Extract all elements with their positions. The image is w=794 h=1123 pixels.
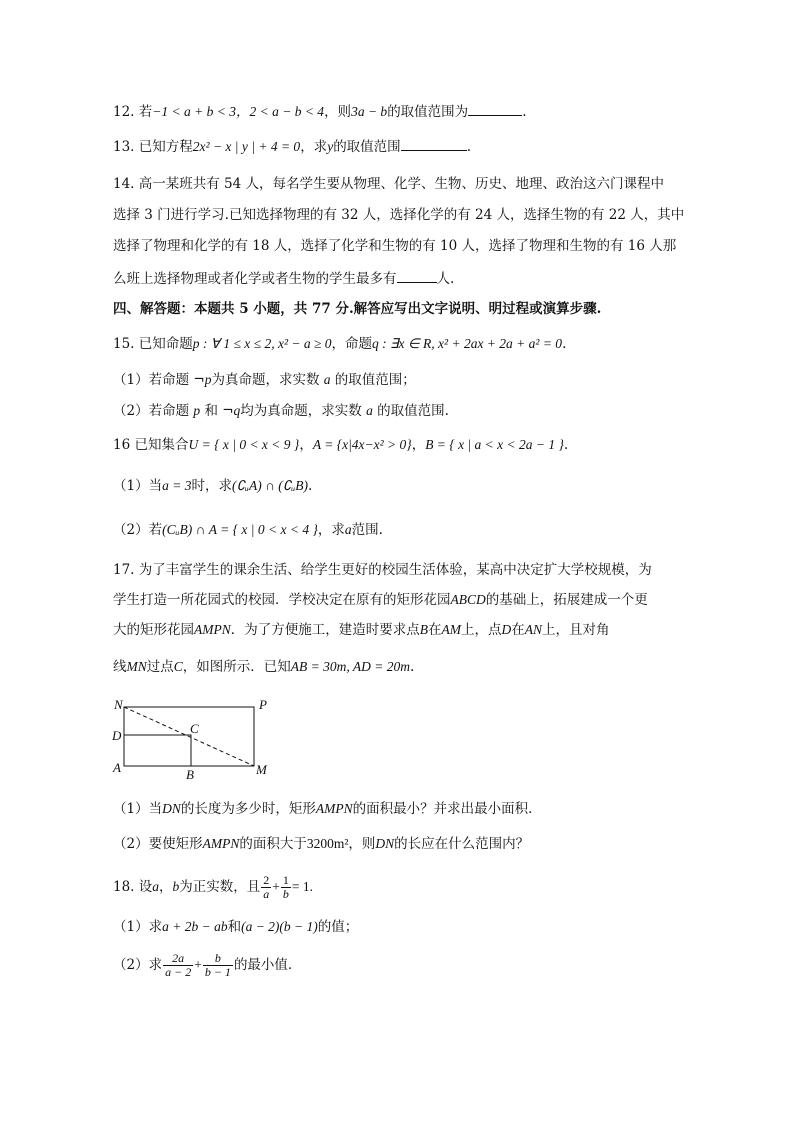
fraction-2-over-a: $\frac{2}{a}$	[263, 873, 270, 901]
label-d: D	[112, 728, 122, 743]
inequality-condition: −1 < a + b < 3，2 < a − b < 4	[152, 104, 325, 119]
question-16-part-1: （1）当a = 3时，求(∁ᵤA) ∩ (∁ᵤB).	[113, 478, 313, 494]
label-a: A	[113, 760, 121, 775]
set-a: A = {x|4x−x² > 0}	[312, 437, 412, 452]
section-heading: 四、解答题：本题共 5 小题，共 77 分.解答应写出文字说明、明过程或演算步骤.	[113, 301, 602, 317]
question-17-line-2: 学生打造一所花园式的校园．学校决定在原有的矩形花园ABCD的基础上，拓展建成一个更	[113, 592, 648, 608]
question-17-part-1: （1）当DN的长度为多少时，矩形AMPN的面积最小？并求出最小面积．	[113, 801, 542, 817]
question-14-line-1: 14. 高一某班共有 54 人，每名学生要从物理、化学、生物、历史、地理、政治这六门课程中	[113, 176, 665, 192]
question-15: 15. 已知命题p : ∀ 1 ≤ x ≤ 2, x² − a ≥ 0，命题q : ∃x ∈ R, x² + 2ax + 2a + a² = 0.	[113, 336, 567, 352]
question-16-part-2: （2）若(CᵤB) ∩ A = { x | 0 < x < 4 }，求a范围.	[113, 522, 383, 538]
fraction-b-over-b-minus-1: $\frac{b}{b - 1}$	[204, 951, 231, 979]
question-18: 18. 设a，b为正实数，且 $\frac{2}{a}$ + $\frac{1}{b}$ = 1.	[113, 873, 314, 901]
question-17-line-4: 线MN过点C，如图所示．已知AB = 30m, AD = 20m.	[113, 659, 415, 675]
question-15-part-1: （1）若命题 ¬p为真命题，求实数 a 的取值范围；	[113, 372, 416, 388]
proposition-q: q : ∃x ∈ R, x² + 2ax + 2a + a² = 0	[372, 336, 563, 351]
question-17-part-2: （2）要使矩形AMPN的面积大于3200m²，则DN的长应在什么范围内？	[113, 836, 530, 852]
question-17-line-1: 17. 为了丰富学生的课余生活、给学生更好的校园生活体验，某高中决定扩大学校规模，为	[113, 562, 652, 578]
question-14-line-3: 选择了物理和化学的有 18 人，选择了化学和生物的有 10 人，选择了物理和生物的有 16 人那	[113, 238, 677, 254]
answer-blank	[401, 136, 467, 151]
diagonal-mn	[124, 707, 254, 766]
intersection-condition: (CᵤB) ∩ A = { x | 0 < x < 4 }	[162, 522, 318, 537]
question-13: 13. 已知方程2x² − x | y | + 4 = 0，求y的取值范围 .	[113, 136, 471, 157]
question-number: 13.	[113, 139, 135, 155]
question-18-part-2: （2）求 $\frac{2a}{a - 2}$ + $\frac{b}{b - 1}$ 的最小值．	[113, 951, 302, 979]
garden-diagram	[108, 693, 278, 783]
question-number: 15.	[113, 336, 135, 352]
complement-expression: (∁ᵤA) ∩ (∁ᵤB)	[231, 478, 309, 493]
answer-blank	[468, 101, 522, 116]
label-n: N	[114, 697, 123, 712]
question-number: 12.	[113, 104, 135, 120]
label-b: B	[186, 767, 194, 782]
fraction-2a-over-a-minus-2: $\frac{2a}{a - 2}$	[165, 951, 192, 979]
set-u: U = { x | 0 < x < 9 }	[188, 437, 300, 452]
rectangle-abcd	[124, 735, 191, 766]
question-17-line-3: 大的矩形花园AMPN．为了方便施工，建造时要求点B在AM上，点D在AN上，且对角	[113, 622, 610, 638]
question-18-part-1: （1）求a + 2b − ab和(a − 2)(b − 1)的值；	[113, 919, 359, 935]
set-b: B = { x | a < x < 2a − 1 }	[425, 437, 564, 452]
equation: 2x² − x | y | + 4 = 0	[192, 139, 301, 154]
question-number: 18.	[113, 879, 135, 895]
question-16: 16 已知集合U = { x | 0 < x < 9 }，A = {x|4x−x² > 0}，B = { x | a < x < 2a − 1 }.	[113, 437, 569, 453]
target-expression: 3a − b	[351, 104, 388, 119]
question-15-part-2: （2）若命题 p 和 ¬q均为真命题，求实数 a 的取值范围.	[113, 403, 449, 419]
label-m: M	[256, 762, 267, 777]
label-p: P	[259, 697, 267, 712]
question-number: 16	[113, 437, 131, 453]
label-c: C	[190, 721, 199, 736]
question-14-line-2: 选择 3 门进行学习.已知选择物理的有 32 人，选择化学的有 24 人，选择生物的有 22 人，其中	[113, 207, 685, 223]
fraction-1-over-b: $\frac{1}{b}$	[282, 873, 289, 901]
proposition-p: p : ∀ 1 ≤ x ≤ 2, x² − a ≥ 0	[192, 336, 332, 351]
question-12: 12. 若−1 < a + b < 3，2 < a − b < 4，则3a − b的取值范围为 .	[113, 101, 526, 122]
question-14-line-4: 么班上选择物理或者化学或者生物的学生最多有 人.	[113, 268, 454, 289]
answer-blank	[397, 268, 437, 283]
